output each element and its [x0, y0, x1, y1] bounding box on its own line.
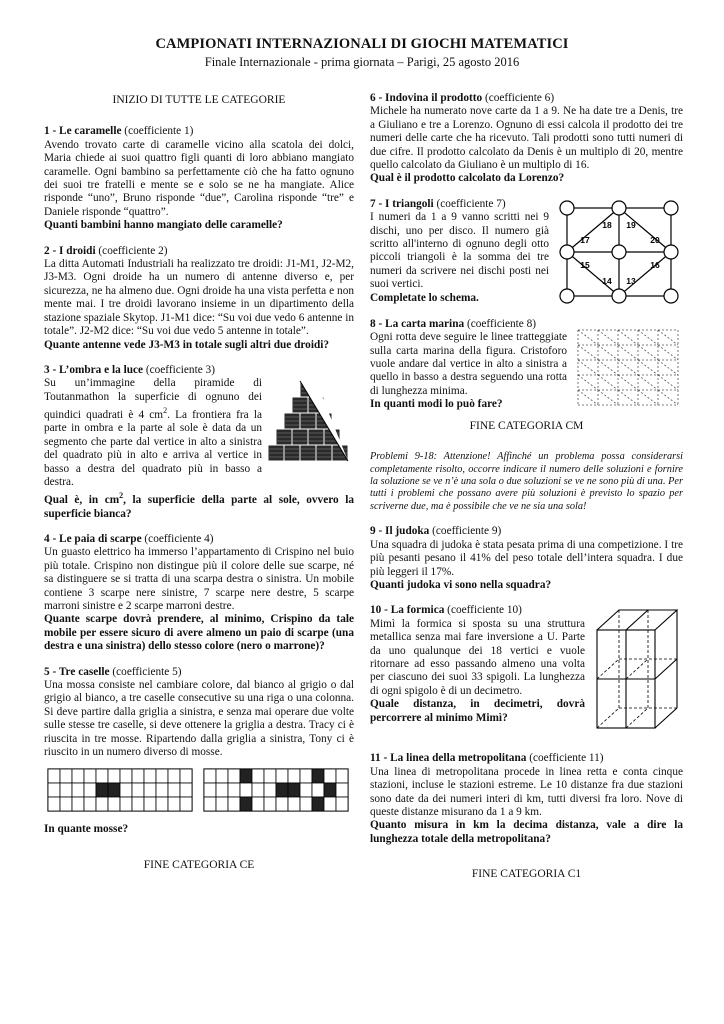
- problem-body: Una linea di metropolitana procede in linea retta e conta cinque stazioni, incluse le stazioni estreme. Le 10 distanze fra due stazioni sono date da dei numeri interi di km, tutti diversi fra loro. Nove di queste distanze misurano da 1 a 9 km.: [370, 765, 683, 818]
- triangle-value: 16: [650, 259, 660, 270]
- problem-coefficient: (coefficiente 7): [433, 197, 506, 210]
- problem-question: Quanti judoka vi sono nella squadra?: [370, 578, 552, 591]
- problem-question: Quante antenne vede J3-M3 in totale sugli altri due droidi?: [44, 338, 330, 351]
- pyramid-figure: [268, 377, 354, 465]
- problem-body: I numeri da 1 a 9 vanno scritti nei 9 dischi, uno per disco. Il numero già scritto all'interno di ognuno degli otto piccoli triangoli è la somma dei tre numeri da scrivere nei dischi posti nei suoi vertici.: [370, 211, 549, 291]
- problem-11: [370, 752, 683, 846]
- triangle-value: 19: [626, 219, 636, 230]
- problem-body: Una squadra di judoka è stata pesata prima di una competizione. I tre più pesanti pesano il 41% del peso totale dell’intera squadra. I due più leggeri il 17%.: [370, 538, 683, 578]
- problem-coefficient: (coefficiente 5): [109, 665, 182, 678]
- problem-question: Quale distanza, in decimetri, dovrà percorrere al minimo Mimì?: [370, 698, 585, 724]
- problem-title: 5 - Tre caselle: [44, 665, 110, 678]
- problem-body: Michele ha numerato nove carte da 1 a 9. Ne ha date tre a Denis, tre a Giuliano e tre a Lorenzo. Ognuno di essi calcola il prodotto dei tre numeri delle carte che ha ricevuto. Tali prodotti sono tutti numeri di due cifre. Il prodotto calcolato da Denis è un multiplo di 20, mentre quello calcolato da Giuliano è un multiplo di 16.: [370, 105, 683, 172]
- problem-5: [44, 666, 354, 760]
- problem-2: [44, 245, 354, 352]
- problem-body: Un guasto elettrico ha immerso l’appartamento di Crispino nel buio più totale. Crispino non distingue più il colore delle sue scarpe, né sa distinguere se si tratta di una scarpa destra o sinistra. Un mobile contiene 3 scarpe nere sinistre, 7 scarpe nere destre, 5 scarpe marroni sinistre e 2 scarpe marroni destre.: [44, 546, 354, 612]
- end-category-c1: FINE CATEGORIA C1: [471, 868, 582, 881]
- problem-title: 3 - L’ombra e la luce: [44, 363, 144, 376]
- problem-body: Avendo trovato carte di caramelle vicino alla scatola dei dolci, Maria chiede ai suoi quattro figli quanti di loro abbiano mangiato caramelle. Ogni bambino sa perfettamente ciò che ha fatto ognuno dei suoi tre fratelli e mente se e solo se ne ha mangiate. Alice risponde “uno”, Bruno risponde “due”, Carolina risponde “tre” e Daniele risponde “quattro”.: [44, 138, 354, 218]
- left-column: [44, 92, 354, 872]
- page-title: CAMPIONATI INTERNAZIONALI DI GIOCHI MATEMATICI: [155, 36, 569, 52]
- problem-body: Una mossa consiste nel cambiare colore, dal bianco al grigio o dal grigio al bianco, a tre caselle consecutive su una riga o una colonna. Si deve partire dalla griglia a sinistra, e senza mai operare due volte sulle stesse tre caselle, si deve ottenere la griglia a destra. Tracy ci è riuscita in tre mosse. Ripartendo dalla griglia a sinistra, Tony ci è riuscito in un numero diverso di mosse.: [44, 678, 354, 758]
- triangles-figure: [555, 198, 683, 308]
- problem-3: [44, 364, 354, 521]
- triangle-value: 17: [580, 234, 590, 245]
- triangle-value: 20: [650, 234, 660, 245]
- right-column: [370, 92, 683, 882]
- problem-coefficient: (coefficiente 10): [444, 604, 522, 617]
- problem-question: Qual è il prodotto calcolato da Lorenzo?: [370, 172, 565, 185]
- problem-question: In quanti modi lo può fare?: [370, 398, 503, 411]
- problem-4: [44, 533, 354, 654]
- problem-coefficient: (coefficiente 4): [141, 532, 214, 545]
- problem-1: [44, 125, 354, 232]
- cube-structure-figure: [591, 604, 683, 732]
- problem-question: Quanti bambini hanno mangiato delle caramelle?: [44, 219, 283, 232]
- problem-title: 8 - La carta marina: [370, 317, 465, 330]
- problem-question: Quante scarpe dovrà prendere, al minimo, Crispino da tale mobile per essere sicuro di avere almeno un paio di scarpe (una destra e una sinistra) dello stesso colore (nero o marrone)?: [44, 613, 354, 653]
- problem-title: 6 - Indovina il prodotto: [370, 92, 483, 104]
- triangle-value: 15: [580, 259, 590, 270]
- problem-question: Quanto misura in km la decima distanza, vale a dire la lunghezza totale della metropolitana?: [370, 819, 683, 845]
- problem-title: 1 - Le caramelle: [44, 125, 122, 138]
- problem-title: 9 - Il judoka: [370, 525, 430, 538]
- problem-question: Qual è, in $cm^2$, la superficie della parte al sole, ovvero la superficie bianca?: [44, 491, 354, 520]
- problem-title: 4 - Le paia di scarpe: [44, 532, 142, 545]
- problem-9: [370, 525, 683, 592]
- sea-chart-figure: [573, 326, 683, 410]
- problem-body: Mimì la formica si sposta su una struttura metallica senza mai fare inversione a U. Parte da uno qualunque dei 18 vertici e vuole ritornare ad esso passando almeno una volta per ciascuno dei suoi 33 spigoli. La lunghezza di ogni spigolo è di un decimetro.: [370, 617, 585, 697]
- problem-coefficient: (coefficiente 3): [143, 363, 215, 376]
- problem-7: [370, 198, 683, 310]
- grids-figure: [44, 765, 354, 817]
- triangle-value: 13: [626, 275, 636, 286]
- problem-body: Ogni rotta deve seguire le linee tratteggiate sulla carta marina della figura. Cristoforo vuole andare dal vertice in alto a sinistra a quello in basso a destra seguendo una rotta di lunghezza minima.: [370, 331, 567, 397]
- problem-coefficient: (coefficiente 8): [464, 317, 537, 330]
- left-grid: [48, 769, 192, 811]
- triangle-value: 18: [602, 219, 612, 230]
- problem-coefficient: (coefficiente 6): [482, 92, 555, 104]
- problem-question: In quante mosse?: [44, 823, 129, 836]
- problem-coefficient: (coefficiente 9): [429, 525, 502, 538]
- problem-coefficient: (coefficiente 2): [95, 244, 168, 257]
- end-category-ce: FINE CATEGORIA CE: [143, 858, 255, 871]
- problem-body: Su un’immagine della piramide di Toutanmathon la superficie di ognuno dei quindici quadrati è 4 $cm^2$. La frontiera fra la parte in ombra e la parte al sole è data da un segmento che parte dal vertice in alto a sinistra del quadrato più in alto e arriva al vertice in basso a destra del quadrato più in basso a destra.: [44, 377, 262, 488]
- page-header: [0, 36, 724, 70]
- problem-title: 7 - I triangoli: [370, 197, 434, 210]
- problem-question: Completate lo schema.: [370, 291, 479, 304]
- end-category-cm: FINE CATEGORIA CM: [469, 419, 584, 432]
- triangle-value: 14: [602, 275, 612, 286]
- attention-note: Problemi 9-18: Attenzione! Affinché un problema possa considerarsi completamente risolto, occorre indicare il numero delle soluzioni e fornire la soluzione se ve n’è una sola o due soluzioni se ve ne sono più di una. Per tutti i problemi che possano avere più soluzioni è previsto lo spazio per scriverne due, ma è possibile che ve ne sia una sola!: [370, 451, 683, 512]
- problem-body: La ditta Automati Industriali ha realizzato tre droidi: J1-M1, J2-M2, J3-M3. Ogni droide ha un numero di antenne diverso e, per sicurezza, ne ha almeno due. Ogni droide ha una vista perfetta e non mente mai. I tre droidi lavorano insieme in un dipartimento della stazione spaziale Skytop. J1-M1 dice: “Su voi due vedo 6 antenne in totale”. J2-M2 dice: “Su voi due vedo 5 antenne in totale”.: [44, 258, 354, 338]
- problem-6: [370, 92, 683, 186]
- page-subtitle: Finale Internazionale - prima giornata – Parigi, 25 agosto 2016: [204, 55, 520, 69]
- problem-8: [370, 318, 683, 412]
- problem-title: 11 - La linea della metropolitana: [370, 752, 527, 765]
- right-grid: [204, 769, 348, 811]
- problem-10: [370, 604, 683, 734]
- problem-coefficient: (coefficiente 11): [526, 752, 604, 765]
- problem-title: 2 - I droidi: [44, 244, 96, 257]
- problem-title: 10 - La formica: [370, 604, 445, 617]
- section-start-heading: INIZIO DI TUTTE LE CATEGORIE: [112, 94, 286, 106]
- problem-coefficient: (coefficiente 1): [121, 125, 194, 138]
